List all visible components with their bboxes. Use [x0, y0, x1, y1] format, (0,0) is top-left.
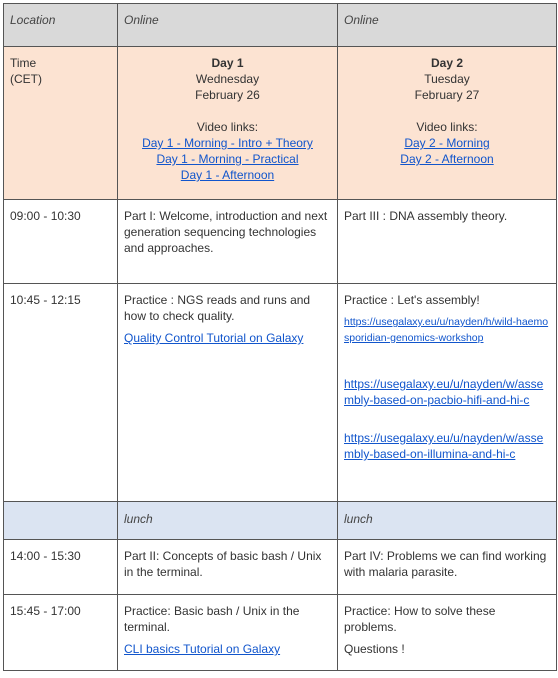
header-row: [4, 4, 557, 47]
session-row-1400: [4, 540, 557, 595]
day1-weekday: Wednesday: [195, 72, 260, 86]
galaxy-workflow-pacbio-link[interactable]: https://usegalaxy.eu/u/nayden/w/assembly-based-on-pacbio-hifi-and-hi-c: [344, 377, 544, 407]
day2-title: Day 2: [430, 56, 464, 70]
galaxy-workflow-illumina-link[interactable]: https://usegalaxy.eu/u/nayden/w/assembly-based-on-illumina-and-hi-c: [344, 431, 544, 461]
day2-session: Part IV: Problems we can find working with malaria parasite.: [338, 540, 557, 595]
day1-session: Part I: Welcome, introduction and next generation sequencing technologies and approaches.: [118, 200, 338, 284]
header-day2-location: Online: [338, 4, 557, 47]
day1-session: [118, 284, 338, 502]
questions-text: Questions !: [344, 642, 405, 656]
time-cell: 14:00 - 15:30: [4, 540, 118, 595]
day2-cell: [338, 47, 557, 200]
day2-session: [338, 284, 557, 502]
day2-video-label: Video links:: [416, 120, 478, 134]
session-row-0900: [4, 200, 557, 284]
day2-practice-text: Practice : Let's assembly!: [344, 293, 480, 307]
quality-control-tutorial-link[interactable]: Quality Control Tutorial on Galaxy: [124, 331, 304, 345]
time-label-text: Time (CET): [10, 56, 42, 86]
day2-video-link-afternoon[interactable]: Day 2 - Afternoon: [400, 152, 494, 166]
day2-video-link-morning[interactable]: Day 2 - Morning: [404, 136, 490, 150]
time-cell: 09:00 - 10:30: [4, 200, 118, 284]
lunch-day1: lunch: [118, 502, 338, 540]
lunch-row: [4, 502, 557, 540]
lunch-time-cell: [4, 502, 118, 540]
day1-date: February 26: [195, 88, 260, 102]
day-row: [4, 47, 557, 200]
schedule-table: [3, 3, 557, 671]
day1-title: Day 1: [211, 56, 244, 70]
day2-session: Part III : DNA assembly theory.: [338, 200, 557, 284]
day1-session: Part II: Concepts of basic bash / Unix in the terminal.: [118, 540, 338, 595]
day1-video-link-afternoon[interactable]: Day 1 - Afternoon: [180, 168, 275, 182]
day1-practice-text: Practice: Basic bash / Unix in the terminal.: [124, 604, 300, 634]
time-cell: 15:45 - 17:00: [4, 595, 118, 671]
day2-date: February 27: [414, 88, 480, 102]
day1-practice-text: Practice : NGS reads and runs and how to check quality.: [124, 293, 311, 323]
header-day1-location: Online: [118, 4, 338, 47]
day2-session: [338, 595, 557, 671]
day1-cell: [118, 47, 338, 200]
day1-video-label: Video links:: [196, 120, 259, 134]
session-row-1045: [4, 284, 557, 502]
cli-basics-tutorial-link[interactable]: CLI basics Tutorial on Galaxy: [124, 642, 281, 656]
session-row-1545: [4, 595, 557, 671]
galaxy-history-link[interactable]: https://usegalaxy.eu/u/nayden/h/wild-haemosporidian-genomics-workshop: [344, 316, 549, 344]
time-label: [4, 47, 118, 200]
day1-session: [118, 595, 338, 671]
header-location: Location: [4, 4, 118, 47]
lunch-day2: lunch: [338, 502, 557, 540]
day1-video-link-practical[interactable]: Day 1 - Morning - Practical: [156, 152, 299, 166]
day1-video-link-intro[interactable]: Day 1 - Morning - Intro + Theory: [142, 136, 313, 150]
day2-practice-text: Practice: How to solve these problems.: [344, 604, 496, 634]
time-cell: 10:45 - 12:15: [4, 284, 118, 502]
day2-weekday: Tuesday: [424, 72, 470, 86]
